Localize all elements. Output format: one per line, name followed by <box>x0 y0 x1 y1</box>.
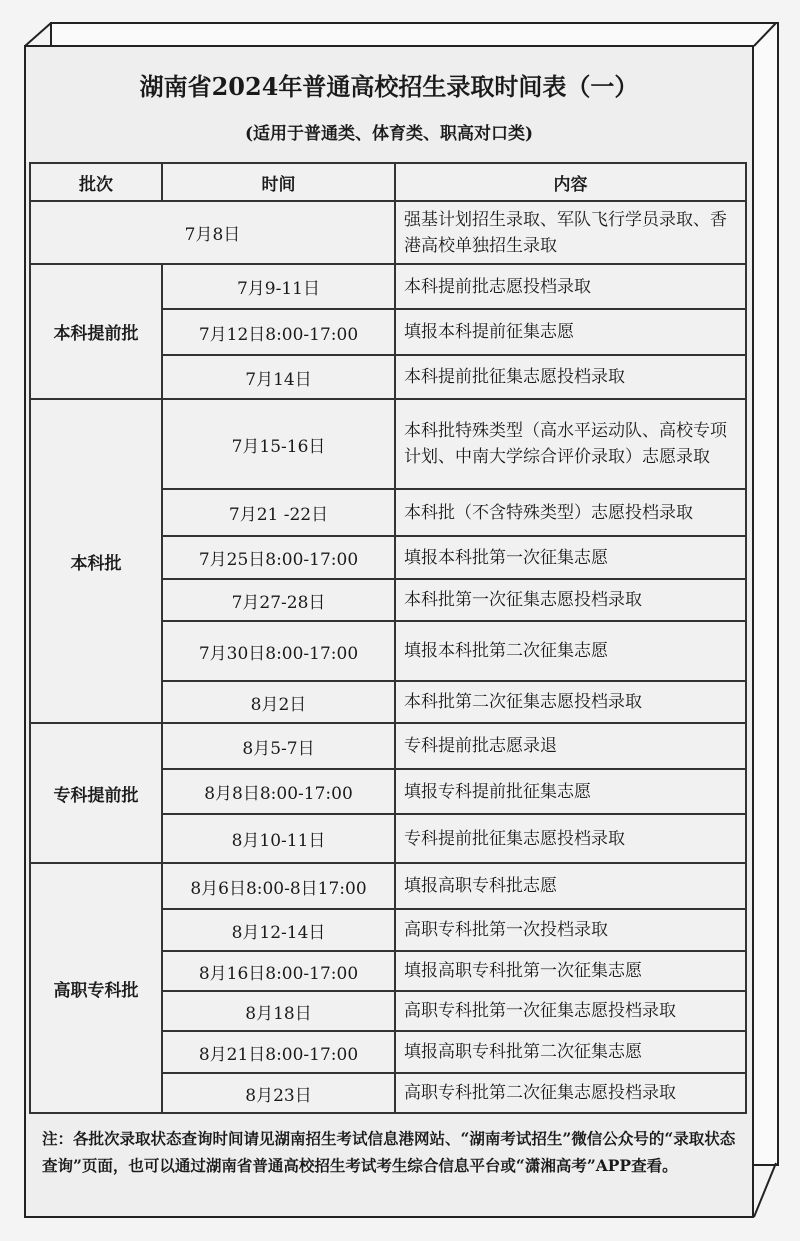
content-cell: 本科批特殊类型（高水平运动队、高校专项计划、中南大学综合评价录取）志愿录取 <box>395 399 746 489</box>
page-subtitle: (适用于普通类、体育类、职高对口类) <box>244 124 534 144</box>
page-title: 湖南省2024年普通高校招生录取时间表（一） <box>139 72 639 101</box>
content-cell: 高职专科批第一次投档录取 <box>395 909 746 951</box>
time-cell: 7月25日8:00-17:00 <box>162 536 395 579</box>
time-cell: 7月30日8:00-17:00 <box>162 621 395 681</box>
content-cell: 专科提前批征集志愿投档录取 <box>395 814 746 863</box>
time-cell: 7月12日8:00-17:00 <box>162 309 395 355</box>
time-cell: 8月6日8:00-8日17:00 <box>162 863 395 909</box>
time-cell: 7月15-16日 <box>162 399 395 489</box>
content-cell: 填报本科提前征集志愿 <box>395 309 746 355</box>
table-row <box>30 264 746 309</box>
content-cell: 填报本科批第一次征集志愿 <box>395 536 746 579</box>
content-cell: 填报高职专科批志愿 <box>395 863 746 909</box>
time-cell: 8月2日 <box>162 681 395 723</box>
time-cell: 7月9-11日 <box>162 264 395 309</box>
batch-cell: 高职专科批 <box>30 863 162 1113</box>
time-cell: 7月8日 <box>30 201 395 264</box>
content-cell: 填报专科提前批征集志愿 <box>395 769 746 814</box>
content-cell: 本科批（不含特殊类型）志愿投档录取 <box>395 489 746 536</box>
content-cell: 强基计划招生录取、军队飞行学员录取、香港高校单独招生录取 <box>395 201 746 264</box>
content-cell: 本科批第一次征集志愿投档录取 <box>395 579 746 621</box>
table-row <box>30 201 746 264</box>
header-content: 内容 <box>395 163 746 201</box>
table-row <box>30 863 746 909</box>
time-cell: 8月10-11日 <box>162 814 395 863</box>
time-cell: 7月14日 <box>162 355 395 399</box>
header-time: 时间 <box>162 163 395 201</box>
time-cell: 8月12-14日 <box>162 909 395 951</box>
schedule-table <box>29 162 747 1114</box>
footnote: 注：各批次录取状态查询时间请见湖南招生考试信息港网站、“湖南考试招生”微信公众号的“录取状态查询”页面，也可以通过湖南省普通高校招生考试考生综合信息平台或“潇湘高考”APP查看。 <box>42 1129 736 1175</box>
time-cell: 7月27-28日 <box>162 579 395 621</box>
content-cell: 高职专科批第一次征集志愿投档录取 <box>395 991 746 1031</box>
time-cell: 8月21日8:00-17:00 <box>162 1031 395 1073</box>
document-panel <box>24 45 754 1218</box>
time-cell: 8月8日8:00-17:00 <box>162 769 395 814</box>
content-cell: 本科批第二次征集志愿投档录取 <box>395 681 746 723</box>
time-cell: 7月21 -22日 <box>162 489 395 536</box>
content-cell: 填报高职专科批第一次征集志愿 <box>395 951 746 991</box>
content-cell: 填报高职专科批第二次征集志愿 <box>395 1031 746 1073</box>
time-cell: 8月23日 <box>162 1073 395 1113</box>
content-cell: 本科提前批志愿投档录取 <box>395 264 746 309</box>
table-row <box>30 723 746 769</box>
table-row <box>30 399 746 489</box>
content-cell: 专科提前批志愿录退 <box>395 723 746 769</box>
content-cell: 填报本科批第二次征集志愿 <box>395 621 746 681</box>
batch-cell: 专科提前批 <box>30 723 162 863</box>
batch-cell: 本科提前批 <box>30 264 162 399</box>
batch-cell: 本科批 <box>30 399 162 723</box>
time-cell: 8月5-7日 <box>162 723 395 769</box>
table-header-row <box>30 163 746 201</box>
time-cell: 8月16日8:00-17:00 <box>162 951 395 991</box>
time-cell: 8月18日 <box>162 991 395 1031</box>
header-batch: 批次 <box>30 163 162 201</box>
content-cell: 高职专科批第二次征集志愿投档录取 <box>395 1073 746 1113</box>
content-cell: 本科提前批征集志愿投档录取 <box>395 355 746 399</box>
